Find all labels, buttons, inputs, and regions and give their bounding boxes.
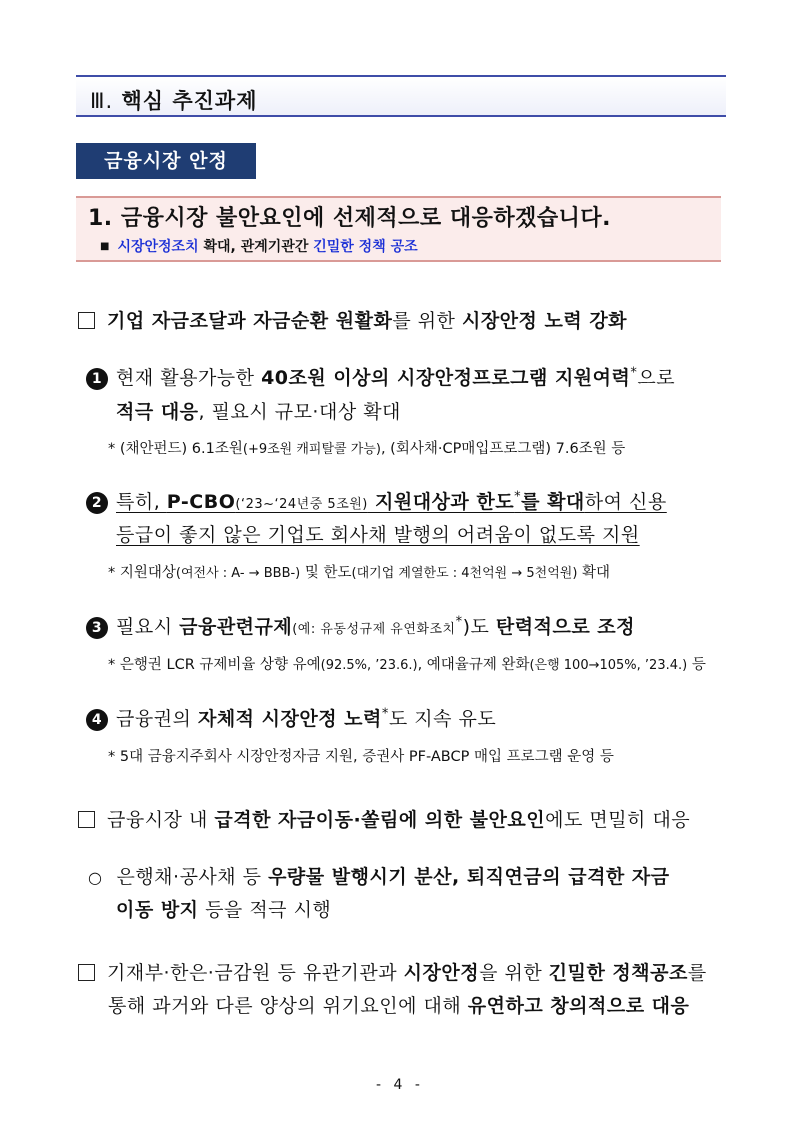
p1-t3: 으로 [637, 367, 676, 389]
sub2-a: 은행채·공사채 등 [116, 866, 269, 888]
p3-note-a: * 은행권 LCR 규제비율 상향 유예 [108, 657, 321, 673]
p2-note-d: (대기업 계열한도 : 4천억원 → 5천억원) [351, 566, 578, 581]
p2-t1: 특히, [116, 491, 167, 513]
category-label: 금융시장 안정 [76, 143, 256, 179]
item1 [78, 306, 627, 333]
p2-t6: 하여 신용 [584, 491, 667, 513]
p1-note-a: * (채안펀드) 6.1조원 [108, 441, 243, 457]
p2-note-a: * 지원대상 [108, 565, 176, 581]
p4-t2: 자체적 시장안정 노력 [197, 708, 382, 730]
point4-line1 [86, 704, 496, 731]
number-4-icon: 4 [86, 709, 108, 731]
sub2-d: 등을 적극 시행 [198, 899, 332, 921]
p1-t2: 40조원 이상의 시장안정프로그램 지원여력 [261, 367, 631, 389]
number-2-icon: 2 [86, 492, 108, 514]
section-roman: Ⅲ. [90, 89, 114, 113]
p1-star: * [630, 365, 638, 381]
p3-note-c: , 예대율규제 완화 [417, 657, 530, 673]
point3-note [108, 653, 706, 674]
p1-t1: 현재 활용가능한 [116, 367, 262, 389]
headline-sub [100, 236, 418, 256]
point2-line1 [86, 487, 667, 514]
p3-t5: 탄력적으로 조정 [495, 616, 635, 638]
p3-note-b: (92.5%, ’23.6.) [320, 658, 418, 673]
item3-c: 을 위한 [479, 962, 549, 984]
headline-sub-blue1: 시장안정조치 [117, 239, 199, 255]
headline-sub-blue2: 긴밀한 정책 공조 [313, 239, 418, 255]
p2-t4: 지원대상과 한도 [367, 491, 515, 513]
headline-title: 1. 금융시장 불안요인에 선제적으로 대응하겠습니다. [88, 206, 611, 231]
item3-a: 기재부·한은·금감원 등 유관기관과 [107, 962, 404, 984]
p2-note-e: 확대 [577, 565, 611, 581]
item2 [78, 805, 690, 832]
number-3-icon: 3 [86, 617, 108, 639]
checkbox-square-icon [78, 312, 95, 329]
number-1-icon: 1 [86, 368, 108, 390]
item3-line1 [78, 958, 707, 985]
p4-star: * [381, 706, 389, 722]
p3-t1: 필요시 [116, 616, 180, 638]
item1-b: 를 위한 [392, 310, 462, 332]
p1-note-b: (+9조원 캐피탈콜 가능) [242, 442, 381, 457]
headline-sub-mid: 확대, 관계기관간 [198, 239, 314, 255]
item3-l2a: 통해 과거와 다른 양상의 위기요인에 대해 [108, 995, 468, 1017]
section-title [90, 85, 258, 115]
circle-bullet-icon: ○ [88, 868, 103, 887]
p4-t3: 도 지속 유도 [388, 708, 497, 730]
p3-note-d: (은행 100→105%, ’23.4.) [529, 658, 688, 673]
p3-star: * [455, 614, 463, 630]
checkbox-square-icon [78, 964, 95, 981]
item2-c: 에도 면밀히 대응 [545, 809, 691, 831]
point2-note [108, 561, 610, 582]
p2-star: * [514, 489, 522, 505]
p2-t3: (‘23~‘24년중 5조원) [235, 497, 368, 512]
p3-note-e: 등 [687, 657, 706, 673]
sub2-b: 우량물 발행시기 분산, 퇴직연금의 급격한 자금 [268, 866, 670, 888]
sub2-c: 이동 방지 [116, 899, 199, 921]
item3-e: 를 [687, 962, 707, 984]
p1-l2a: 적극 대응 [116, 401, 199, 423]
item2-a: 금융시장 내 [107, 809, 215, 831]
page-number: - 4 - [376, 1077, 424, 1093]
point1-note [108, 437, 625, 458]
item1-c: 시장안정 노력 강화 [461, 310, 628, 332]
sub2-line1 [88, 862, 670, 889]
p3-t3: (예: 유동성규제 유연화조치 [292, 622, 456, 637]
p3-t2: 금융관련규제 [179, 616, 293, 638]
item1-a: 기업 자금조달과 자금순환 원활화 [107, 310, 393, 332]
p1-note-c: , (회사채·CP매입프로그램) 7.6조원 등 [380, 441, 626, 457]
p2-note-b: (여전사 : A- → BBB-) [175, 566, 301, 581]
point1-line1 [86, 363, 675, 390]
checkbox-square-icon [78, 811, 95, 828]
point3-line1 [86, 612, 635, 639]
p2-note-c: 및 한도 [300, 565, 352, 581]
item3-b: 시장안정 [403, 962, 480, 984]
p3-t4: )도 [462, 616, 496, 638]
item3-l2b: 유연하고 창의적으로 대응 [467, 995, 690, 1017]
item3-d: 긴밀한 정책공조 [548, 962, 688, 984]
sub2-line2 [116, 895, 331, 922]
p4-t1: 금융권의 [116, 708, 198, 730]
p1-l2b: , 필요시 규모·대상 확대 [198, 401, 401, 423]
item3-line2 [108, 991, 689, 1018]
point1-line2 [116, 397, 401, 424]
item2-b: 급격한 자금이동·쏠림에 의한 불안요인 [214, 809, 546, 831]
p2-t2: P-CBO [166, 491, 236, 513]
point2-line2: 등급이 좋지 않은 기업도 회사채 발행의 어려움이 없도록 지원 [116, 524, 640, 546]
point4-note: * 5대 금융지주회사 시장안정자금 지원, 증권사 PF-ABCP 매입 프로그램 운영 등 [108, 749, 614, 765]
section-title-text: 핵심 추진과제 [121, 89, 258, 113]
p2-t5: 를 확대 [521, 491, 585, 513]
square-bullet-icon: ■ [100, 241, 110, 252]
